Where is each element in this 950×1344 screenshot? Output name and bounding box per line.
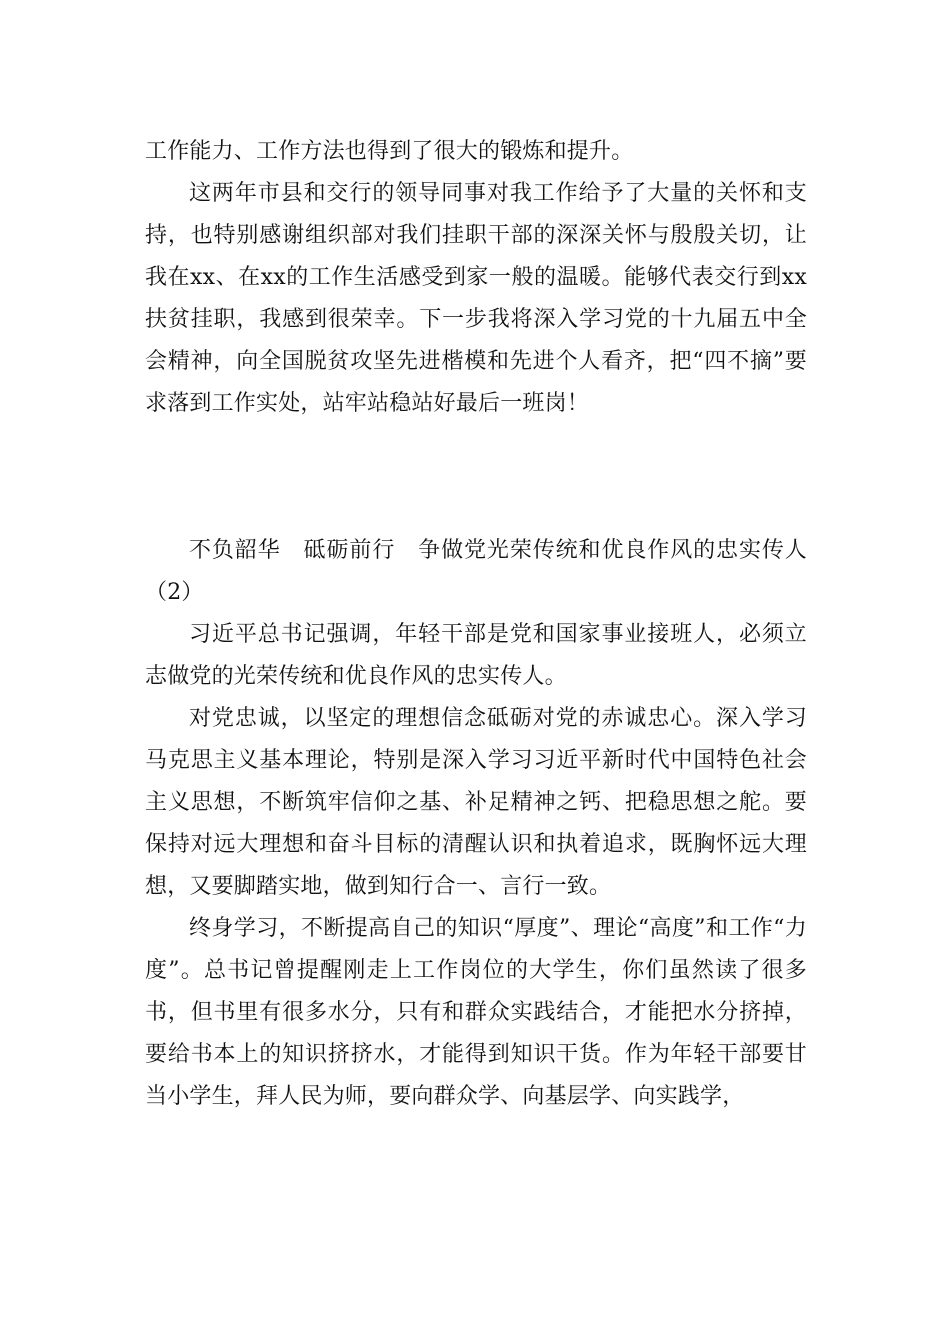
text-block-top — [145, 131, 807, 425]
paragraph-loyalty: 对党忠诚，以坚定的理想信念砥砺对党的赤诚忠心。深入学习马克思主义基本理论，特别是深入学习习近平新时代中国特色社会主义思想，不断筑牢信仰之基、补足精神之钙、把稳思想之舵。要保持对远大理想和奋斗目标的清醒认识和执着追求，既胸怀远大理想，又要脚踏实地，做到知行合一、言行一致。 — [145, 706, 807, 899]
paragraph-intro: 习近平总书记强调，年轻干部是党和国家事业接班人，必须立志做党的光荣传统和优良作风的忠实传人。 — [145, 622, 807, 689]
paragraph-thanks: 这两年市县和交行的领导同事对我工作给予了大量的关怀和支持，也特别感谢组织部对我们挂职干部的深深关怀与殷殷关切，让我在xx、在xx的工作生活感受到家一般的温暖。能够代表交行到xx扶贫挂职，我感到很荣幸。下一步我将深入学习党的十九届五中全会精神，向全国脱贫攻坚先进楷模和先进个人看齐，把“四不摘”要求落到工作实处，站牢站稳站好最后一班岗！ — [145, 181, 807, 416]
article-title: 不负韶华 砥砺前行 争做党光荣传统和优良作风的忠实传人（2） — [145, 538, 807, 605]
paragraph-continuation: 工作能力、工作方法也得到了很大的锻炼和提升。 — [145, 139, 634, 164]
text-block-article — [145, 530, 807, 1118]
paragraph-learning: 终身学习，不断提高自己的知识“厚度”、理论“高度”和工作“力度”。总书记曾提醒刚走上工作岗位的大学生，你们虽然读了很多书，但书里有很多水分，只有和群众实践结合，才能把水分挤掉，要给书本上的知识挤挤水，才能得到知识干货。作为年轻干部要甘当小学生，拜人民为师，要向群众学、向基层学、向实践学， — [145, 916, 807, 1109]
